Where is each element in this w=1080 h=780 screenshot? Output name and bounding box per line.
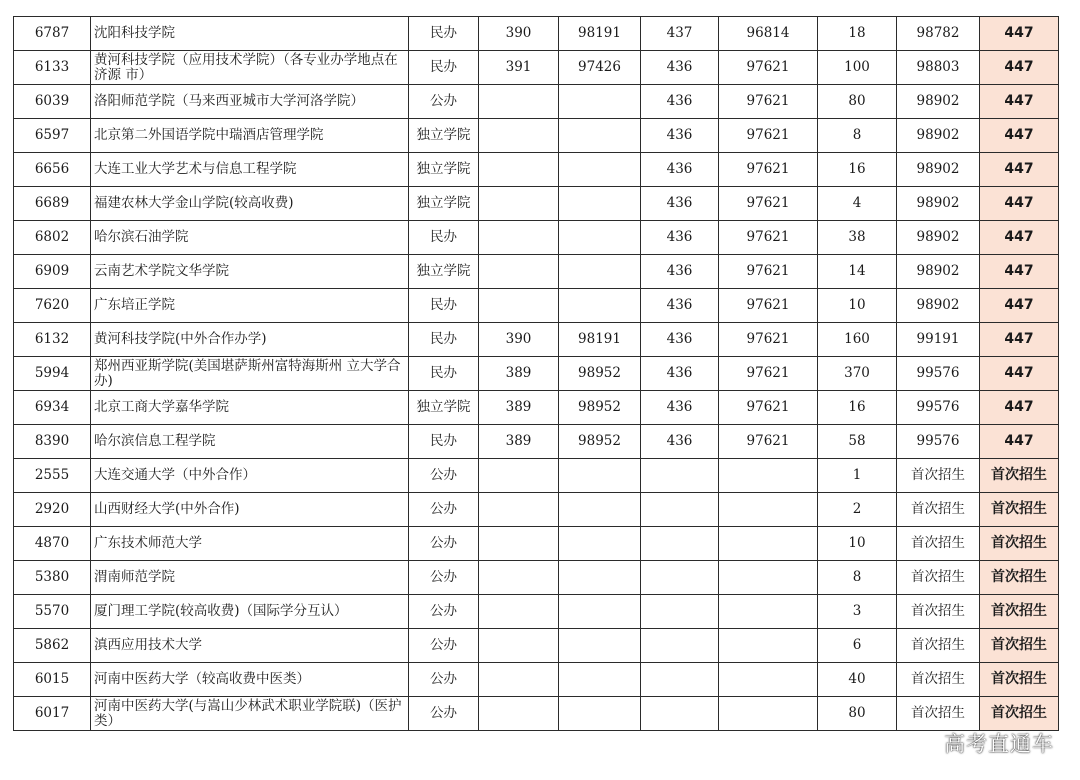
cell-school-name: 渭南师范学院 — [91, 561, 409, 595]
cell-plan-count: 38 — [818, 221, 897, 255]
cell-rank-a — [559, 595, 641, 629]
cell-school-code: 5570 — [14, 595, 91, 629]
cell-school-type: 民办 — [409, 221, 479, 255]
cell-score-b: 436 — [641, 255, 719, 289]
cell-school-type: 独立学院 — [409, 255, 479, 289]
cell-school-type: 公办 — [409, 459, 479, 493]
cell-estimated-rank: 首次招生 — [897, 561, 980, 595]
cell-estimated-rank: 首次招生 — [897, 527, 980, 561]
cell-rank-b — [719, 629, 818, 663]
table-row — [14, 561, 1059, 595]
cell-estimated-rank: 98902 — [897, 221, 980, 255]
cell-rank-b: 97621 — [719, 85, 818, 119]
cell-estimated-score: 447 — [980, 255, 1059, 289]
cell-school-name: 河南中医药大学（较高收费中医类） — [91, 663, 409, 697]
cell-plan-count: 3 — [818, 595, 897, 629]
cell-school-type: 公办 — [409, 493, 479, 527]
cell-plan-count: 8 — [818, 561, 897, 595]
cell-rank-a — [559, 459, 641, 493]
cell-school-name: 哈尔滨石油学院 — [91, 221, 409, 255]
table-row — [14, 85, 1059, 119]
cell-estimated-score: 447 — [980, 153, 1059, 187]
watermark: 高考直通车 — [944, 732, 1054, 756]
cell-rank-a — [559, 697, 641, 731]
cell-rank-a — [559, 663, 641, 697]
cell-rank-a — [559, 187, 641, 221]
cell-rank-b: 97621 — [719, 187, 818, 221]
cell-school-code: 5380 — [14, 561, 91, 595]
cell-score-b: 436 — [641, 357, 719, 391]
cell-rank-a — [559, 527, 641, 561]
cell-school-code: 2920 — [14, 493, 91, 527]
table-row — [14, 221, 1059, 255]
cell-estimated-score: 447 — [980, 119, 1059, 153]
cell-school-name: 大连工业大学艺术与信息工程学院 — [91, 153, 409, 187]
cell-school-type: 民办 — [409, 323, 479, 357]
cell-school-name: 山西财经大学(中外合作) — [91, 493, 409, 527]
cell-rank-a: 98191 — [559, 323, 641, 357]
cell-rank-a: 98191 — [559, 17, 641, 51]
cell-school-code: 2555 — [14, 459, 91, 493]
cell-estimated-score: 首次招生 — [980, 561, 1059, 595]
cell-rank-a — [559, 85, 641, 119]
cell-estimated-score: 447 — [980, 391, 1059, 425]
cell-plan-count: 4 — [818, 187, 897, 221]
cell-school-type: 民办 — [409, 425, 479, 459]
cell-school-name: 沈阳科技学院 — [91, 17, 409, 51]
cell-score-a — [479, 459, 559, 493]
cell-school-type: 公办 — [409, 697, 479, 731]
cell-estimated-score: 447 — [980, 221, 1059, 255]
cell-school-code: 6802 — [14, 221, 91, 255]
table-row — [14, 493, 1059, 527]
cell-school-code: 4870 — [14, 527, 91, 561]
cell-rank-a — [559, 221, 641, 255]
cell-school-name: 大连交通大学（中外合作） — [91, 459, 409, 493]
cell-school-type: 公办 — [409, 561, 479, 595]
cell-rank-b: 97621 — [719, 221, 818, 255]
cell-school-code: 6017 — [14, 697, 91, 731]
cell-rank-a — [559, 629, 641, 663]
cell-plan-count: 100 — [818, 51, 897, 85]
cell-school-code: 6039 — [14, 85, 91, 119]
cell-score-a: 390 — [479, 17, 559, 51]
cell-school-type: 独立学院 — [409, 153, 479, 187]
cell-score-a — [479, 255, 559, 289]
cell-estimated-score: 447 — [980, 289, 1059, 323]
cell-score-a: 389 — [479, 357, 559, 391]
cell-rank-a — [559, 119, 641, 153]
cell-school-type: 公办 — [409, 527, 479, 561]
table-row — [14, 425, 1059, 459]
table-body — [14, 17, 1059, 731]
cell-estimated-rank: 99191 — [897, 323, 980, 357]
cell-score-a — [479, 187, 559, 221]
cell-score-a — [479, 153, 559, 187]
cell-estimated-score: 447 — [980, 357, 1059, 391]
cell-score-a — [479, 697, 559, 731]
cell-plan-count: 18 — [818, 17, 897, 51]
cell-estimated-rank: 首次招生 — [897, 493, 980, 527]
cell-school-type: 独立学院 — [409, 187, 479, 221]
cell-score-a — [479, 85, 559, 119]
cell-school-name: 广东技术师范大学 — [91, 527, 409, 561]
cell-score-a: 389 — [479, 425, 559, 459]
cell-rank-a: 98952 — [559, 391, 641, 425]
cell-score-b — [641, 527, 719, 561]
cell-school-type: 独立学院 — [409, 119, 479, 153]
cell-rank-b — [719, 663, 818, 697]
table-row — [14, 153, 1059, 187]
cell-plan-count: 16 — [818, 153, 897, 187]
cell-school-code: 5862 — [14, 629, 91, 663]
cell-estimated-rank: 98902 — [897, 289, 980, 323]
cell-estimated-rank: 首次招生 — [897, 459, 980, 493]
table-row — [14, 663, 1059, 697]
cell-school-name: 河南中医药大学(与嵩山少林武术职业学院联)（医护类） — [91, 697, 409, 731]
cell-estimated-rank: 首次招生 — [897, 629, 980, 663]
cell-plan-count: 10 — [818, 289, 897, 323]
cell-school-code: 6656 — [14, 153, 91, 187]
cell-school-name: 洛阳师范学院（马来西亚城市大学河洛学院） — [91, 85, 409, 119]
cell-rank-a: 98952 — [559, 357, 641, 391]
cell-rank-b: 97621 — [719, 425, 818, 459]
cell-estimated-rank: 首次招生 — [897, 595, 980, 629]
cell-estimated-score: 447 — [980, 323, 1059, 357]
cell-school-code: 6133 — [14, 51, 91, 85]
cell-plan-count: 370 — [818, 357, 897, 391]
cell-score-a — [479, 289, 559, 323]
cell-estimated-rank: 99576 — [897, 391, 980, 425]
cell-school-type: 公办 — [409, 85, 479, 119]
cell-estimated-score: 首次招生 — [980, 663, 1059, 697]
cell-plan-count: 6 — [818, 629, 897, 663]
cell-rank-b — [719, 697, 818, 731]
table-row — [14, 459, 1059, 493]
cell-plan-count: 80 — [818, 85, 897, 119]
table-row — [14, 527, 1059, 561]
cell-school-code: 7620 — [14, 289, 91, 323]
cell-rank-b — [719, 459, 818, 493]
cell-score-b — [641, 629, 719, 663]
cell-score-b — [641, 697, 719, 731]
cell-rank-b: 97621 — [719, 323, 818, 357]
cell-rank-b: 96814 — [719, 17, 818, 51]
cell-school-code: 5994 — [14, 357, 91, 391]
cell-school-type: 民办 — [409, 17, 479, 51]
cell-rank-a — [559, 153, 641, 187]
cell-estimated-rank: 98902 — [897, 187, 980, 221]
cell-estimated-rank: 首次招生 — [897, 697, 980, 731]
cell-estimated-score: 首次招生 — [980, 493, 1059, 527]
cell-rank-b: 97621 — [719, 153, 818, 187]
cell-plan-count: 16 — [818, 391, 897, 425]
cell-estimated-score: 首次招生 — [980, 595, 1059, 629]
cell-score-b: 436 — [641, 119, 719, 153]
cell-school-type: 民办 — [409, 51, 479, 85]
table-row — [14, 289, 1059, 323]
admissions-table — [13, 16, 1059, 731]
cell-estimated-score: 首次招生 — [980, 697, 1059, 731]
cell-school-name: 广东培正学院 — [91, 289, 409, 323]
cell-score-b — [641, 459, 719, 493]
table-row — [14, 51, 1059, 85]
cell-score-a — [479, 561, 559, 595]
cell-school-code: 6597 — [14, 119, 91, 153]
cell-school-code: 6909 — [14, 255, 91, 289]
cell-plan-count: 10 — [818, 527, 897, 561]
cell-estimated-rank: 99576 — [897, 357, 980, 391]
cell-school-name: 滇西应用技术大学 — [91, 629, 409, 663]
cell-score-b: 436 — [641, 187, 719, 221]
table-row — [14, 595, 1059, 629]
cell-school-type: 公办 — [409, 595, 479, 629]
cell-plan-count: 58 — [818, 425, 897, 459]
cell-school-type: 公办 — [409, 629, 479, 663]
cell-estimated-rank: 98782 — [897, 17, 980, 51]
cell-score-b — [641, 493, 719, 527]
cell-estimated-rank: 98803 — [897, 51, 980, 85]
cell-school-name: 云南艺术学院文华学院 — [91, 255, 409, 289]
cell-rank-b — [719, 493, 818, 527]
table-row — [14, 119, 1059, 153]
cell-estimated-rank: 99576 — [897, 425, 980, 459]
cell-school-type: 独立学院 — [409, 391, 479, 425]
cell-school-code: 6934 — [14, 391, 91, 425]
cell-estimated-score: 首次招生 — [980, 527, 1059, 561]
table-row — [14, 17, 1059, 51]
cell-plan-count: 80 — [818, 697, 897, 731]
cell-score-a — [479, 629, 559, 663]
cell-score-b: 436 — [641, 391, 719, 425]
cell-school-type: 公办 — [409, 663, 479, 697]
cell-school-code: 6689 — [14, 187, 91, 221]
cell-rank-a — [559, 493, 641, 527]
cell-plan-count: 1 — [818, 459, 897, 493]
cell-rank-b — [719, 527, 818, 561]
cell-school-code: 6132 — [14, 323, 91, 357]
cell-estimated-rank: 首次招生 — [897, 663, 980, 697]
cell-score-b — [641, 561, 719, 595]
cell-score-a — [479, 527, 559, 561]
cell-score-b: 436 — [641, 51, 719, 85]
cell-school-type: 民办 — [409, 357, 479, 391]
table-row — [14, 187, 1059, 221]
table-row — [14, 323, 1059, 357]
cell-score-b: 436 — [641, 153, 719, 187]
cell-rank-b: 97621 — [719, 289, 818, 323]
cell-school-name: 福建农林大学金山学院(较高收费) — [91, 187, 409, 221]
cell-estimated-score: 447 — [980, 187, 1059, 221]
cell-score-a: 390 — [479, 323, 559, 357]
cell-rank-b: 97621 — [719, 119, 818, 153]
cell-plan-count: 160 — [818, 323, 897, 357]
cell-rank-b: 97621 — [719, 51, 818, 85]
table-row — [14, 255, 1059, 289]
cell-score-b: 437 — [641, 17, 719, 51]
cell-score-a — [479, 119, 559, 153]
cell-rank-a: 98952 — [559, 425, 641, 459]
cell-plan-count: 8 — [818, 119, 897, 153]
cell-estimated-score: 首次招生 — [980, 629, 1059, 663]
cell-score-b: 436 — [641, 323, 719, 357]
cell-score-b: 436 — [641, 85, 719, 119]
table-row — [14, 629, 1059, 663]
cell-estimated-rank: 98902 — [897, 119, 980, 153]
cell-rank-b: 97621 — [719, 255, 818, 289]
cell-school-name: 黄河科技学院（应用技术学院）（各专业办学地点在济源 市） — [91, 51, 409, 85]
cell-plan-count: 40 — [818, 663, 897, 697]
cell-score-b — [641, 663, 719, 697]
cell-estimated-score: 首次招生 — [980, 459, 1059, 493]
cell-school-type: 民办 — [409, 289, 479, 323]
cell-school-name: 郑州西亚斯学院(美国堪萨斯州富特海斯州 立大学合办) — [91, 357, 409, 391]
cell-school-code: 6787 — [14, 17, 91, 51]
cell-score-a: 389 — [479, 391, 559, 425]
cell-estimated-score: 447 — [980, 425, 1059, 459]
cell-rank-b — [719, 561, 818, 595]
cell-estimated-score: 447 — [980, 51, 1059, 85]
cell-estimated-score: 447 — [980, 85, 1059, 119]
table-row — [14, 697, 1059, 731]
table-row — [14, 391, 1059, 425]
cell-score-a: 391 — [479, 51, 559, 85]
cell-score-a — [479, 663, 559, 697]
cell-rank-b: 97621 — [719, 391, 818, 425]
cell-score-b: 436 — [641, 221, 719, 255]
cell-score-a — [479, 221, 559, 255]
cell-school-name: 厦门理工学院(较高收费)（国际学分互认） — [91, 595, 409, 629]
cell-school-code: 8390 — [14, 425, 91, 459]
cell-rank-a: 97426 — [559, 51, 641, 85]
cell-rank-a — [559, 561, 641, 595]
cell-estimated-rank: 98902 — [897, 85, 980, 119]
cell-score-b: 436 — [641, 425, 719, 459]
cell-score-b — [641, 595, 719, 629]
cell-school-code: 6015 — [14, 663, 91, 697]
cell-school-name: 北京第二外国语学院中瑞酒店管理学院 — [91, 119, 409, 153]
cell-score-a — [479, 493, 559, 527]
cell-school-name: 黄河科技学院(中外合作办学) — [91, 323, 409, 357]
cell-estimated-rank: 98902 — [897, 255, 980, 289]
cell-rank-a — [559, 289, 641, 323]
table-row — [14, 357, 1059, 391]
cell-school-name: 哈尔滨信息工程学院 — [91, 425, 409, 459]
cell-score-a — [479, 595, 559, 629]
cell-rank-b: 97621 — [719, 357, 818, 391]
cell-plan-count: 2 — [818, 493, 897, 527]
cell-rank-a — [559, 255, 641, 289]
cell-estimated-rank: 98902 — [897, 153, 980, 187]
cell-rank-b — [719, 595, 818, 629]
cell-estimated-score: 447 — [980, 17, 1059, 51]
cell-plan-count: 14 — [818, 255, 897, 289]
cell-school-name: 北京工商大学嘉华学院 — [91, 391, 409, 425]
cell-score-b: 436 — [641, 289, 719, 323]
